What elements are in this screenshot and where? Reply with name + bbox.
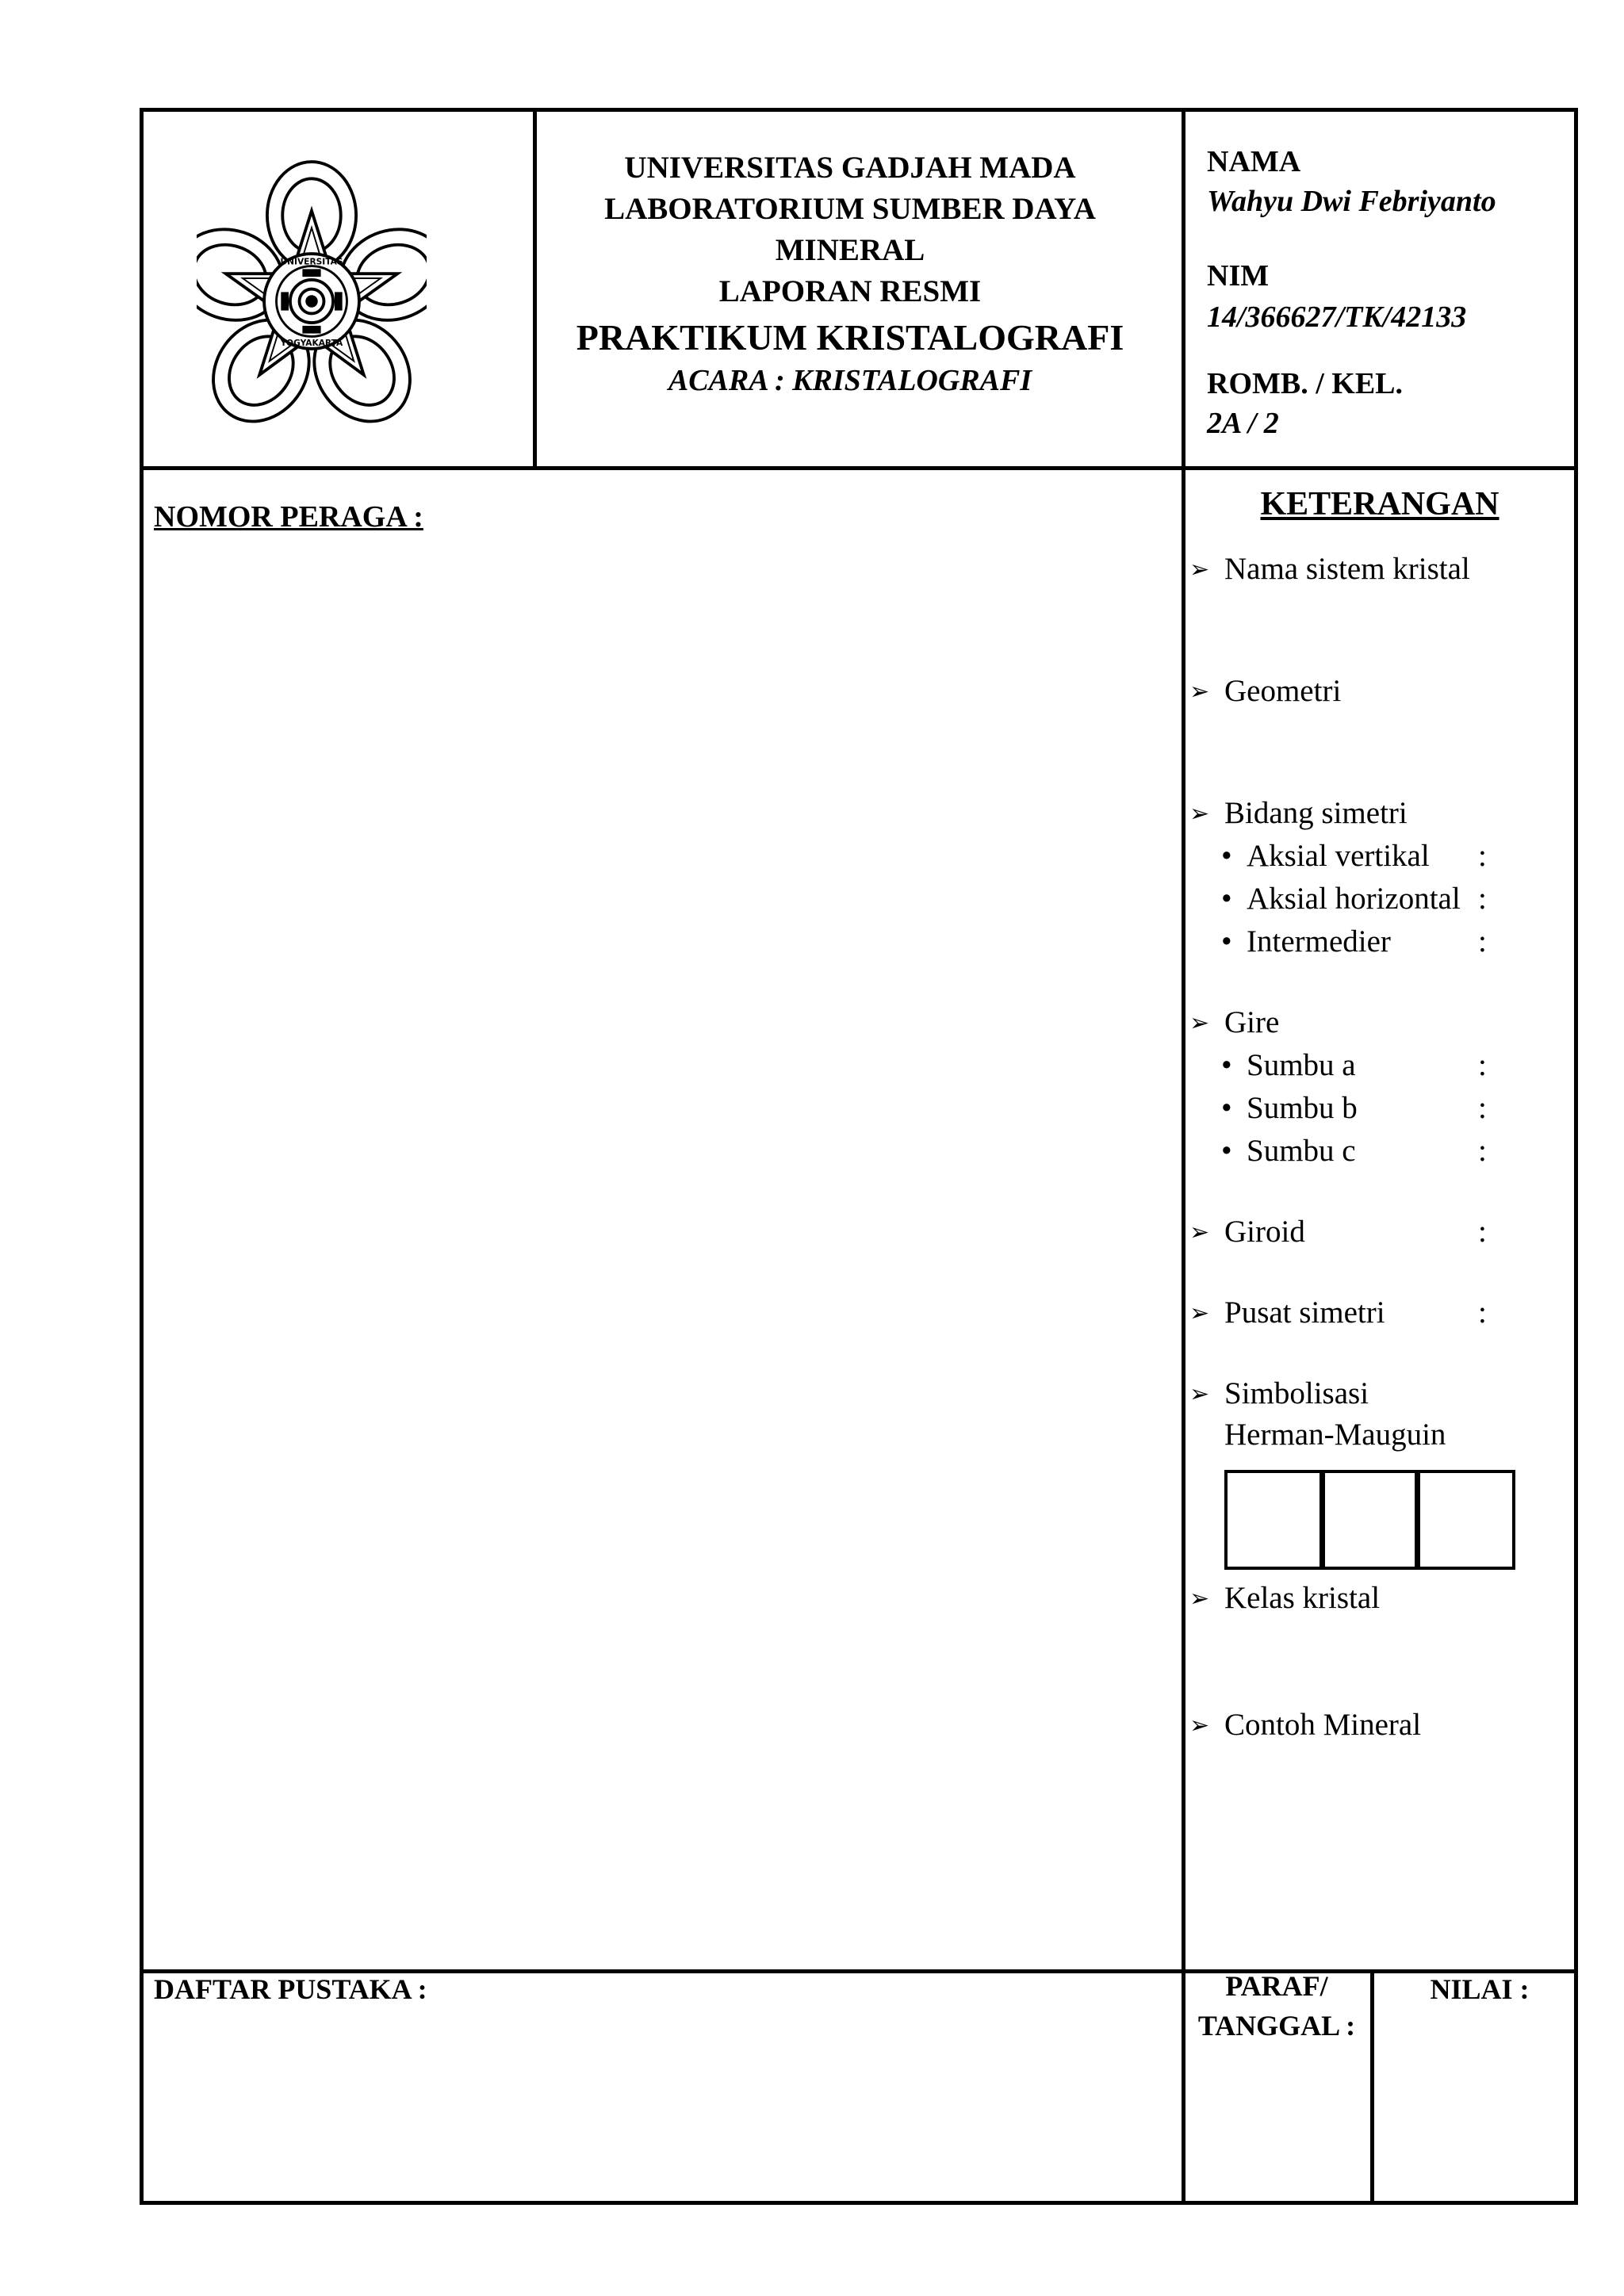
item-sistem-kristal: ➢ Nama sistem kristal (1189, 549, 1470, 591)
footer-paraf-divider (1370, 1969, 1374, 2205)
hm-symbol-box-2 (1320, 1470, 1420, 1570)
arrow-icon: ➢ (1189, 679, 1210, 705)
item-gire: ➢ Gire (1189, 1002, 1279, 1044)
colon: : (1478, 1295, 1487, 1330)
item-giroid: ➢ Giroid (1189, 1211, 1305, 1253)
bullet-icon: • (1221, 839, 1232, 873)
item-contoh-mineral: ➢ Contoh Mineral (1189, 1705, 1421, 1747)
keterangan-title: KETERANGAN (1260, 486, 1500, 522)
sub-sumbu-c: • Sumbu c (1221, 1131, 1356, 1172)
logo-text-bottom: YOGYAKARTA (280, 338, 343, 349)
romb-value: 2A / 2 (1207, 407, 1279, 440)
frame-left-border (140, 108, 144, 2205)
hm-symbol-box-1 (1224, 1470, 1325, 1570)
colon: : (1478, 924, 1487, 959)
nilai-label: NILAI : (1430, 1973, 1530, 2005)
lab-name-line2: MINERAL (775, 233, 925, 267)
sub-sumbu-a: • Sumbu a (1221, 1045, 1356, 1086)
colon: : (1478, 1215, 1487, 1249)
sub-sumbu-b: • Sumbu b (1221, 1088, 1358, 1129)
item-bidang-simetri: ➢ Bidang simetri (1189, 793, 1408, 835)
colon: : (1478, 1048, 1487, 1082)
bullet-icon: • (1221, 1091, 1232, 1125)
colon: : (1478, 1091, 1487, 1125)
sub-intermedier: • Intermedier (1221, 921, 1391, 962)
colon: : (1478, 839, 1487, 873)
item-geometri: ➢ Geometri (1189, 671, 1341, 713)
romb-label: ROMB. / KEL. (1207, 367, 1404, 400)
acara-title: ACARA : KRISTALOGRAFI (668, 364, 1032, 397)
header-divider (140, 466, 1578, 470)
arrow-icon: ➢ (1189, 557, 1210, 583)
arrow-icon: ➢ (1189, 1010, 1210, 1036)
nama-value: Wahyu Dwi Febriyanto (1207, 185, 1496, 218)
logo-text-top: UNIVERSITAS (280, 256, 343, 267)
main-column-divider (1182, 108, 1185, 2205)
practicum-title: PRAKTIKUM KRISTALOGRAFI (576, 317, 1124, 358)
ugm-logo-icon (197, 151, 427, 452)
bullet-icon: • (1221, 924, 1232, 959)
frame-bottom-border (140, 2201, 1578, 2205)
arrow-icon: ➢ (1189, 1586, 1210, 1612)
sub-aksial-horizontal: • Aksial horizontal (1221, 878, 1461, 920)
daftar-pustaka-label: DAFTAR PUSTAKA : (154, 1973, 427, 2005)
hm-symbol-box-3 (1415, 1470, 1515, 1570)
nim-label: NIM (1207, 259, 1270, 293)
university-name: UNIVERSITAS GADJAH MADA (624, 151, 1076, 185)
sub-aksial-vertikal: • Aksial vertikal (1221, 836, 1430, 877)
paraf-tanggal-label: PARAF/ TANGGAL : (1197, 1970, 1356, 2042)
item-simbolisasi-line2: Herman-Mauguin (1224, 1418, 1446, 1452)
item-pusat-simetri: ➢ Pusat simetri (1189, 1292, 1385, 1334)
bullet-icon: • (1221, 1134, 1232, 1168)
arrow-icon: ➢ (1189, 801, 1210, 827)
lab-name-line1: LABORATORIUM SUMBER DAYA (604, 192, 1096, 226)
colon: : (1478, 882, 1487, 916)
nomor-peraga-label: NOMOR PERAGA : (154, 500, 423, 534)
frame-right-border (1574, 108, 1578, 2205)
arrow-icon: ➢ (1189, 1381, 1210, 1407)
arrow-icon: ➢ (1189, 1219, 1210, 1246)
bullet-icon: • (1221, 882, 1232, 916)
nama-label: NAMA (1207, 145, 1301, 178)
nim-value: 14/366627/TK/42133 (1207, 300, 1467, 334)
colon: : (1478, 1134, 1487, 1168)
report-heading (533, 147, 1167, 400)
bullet-icon: • (1221, 1048, 1232, 1082)
item-kelas-kristal: ➢ Kelas kristal (1189, 1578, 1380, 1620)
item-simbolisasi: ➢ Simbolisasi (1189, 1373, 1369, 1415)
frame-top-border (140, 108, 1578, 112)
report-type: LAPORAN RESMI (718, 274, 982, 308)
arrow-icon: ➢ (1189, 1300, 1210, 1326)
arrow-icon: ➢ (1189, 1712, 1210, 1739)
